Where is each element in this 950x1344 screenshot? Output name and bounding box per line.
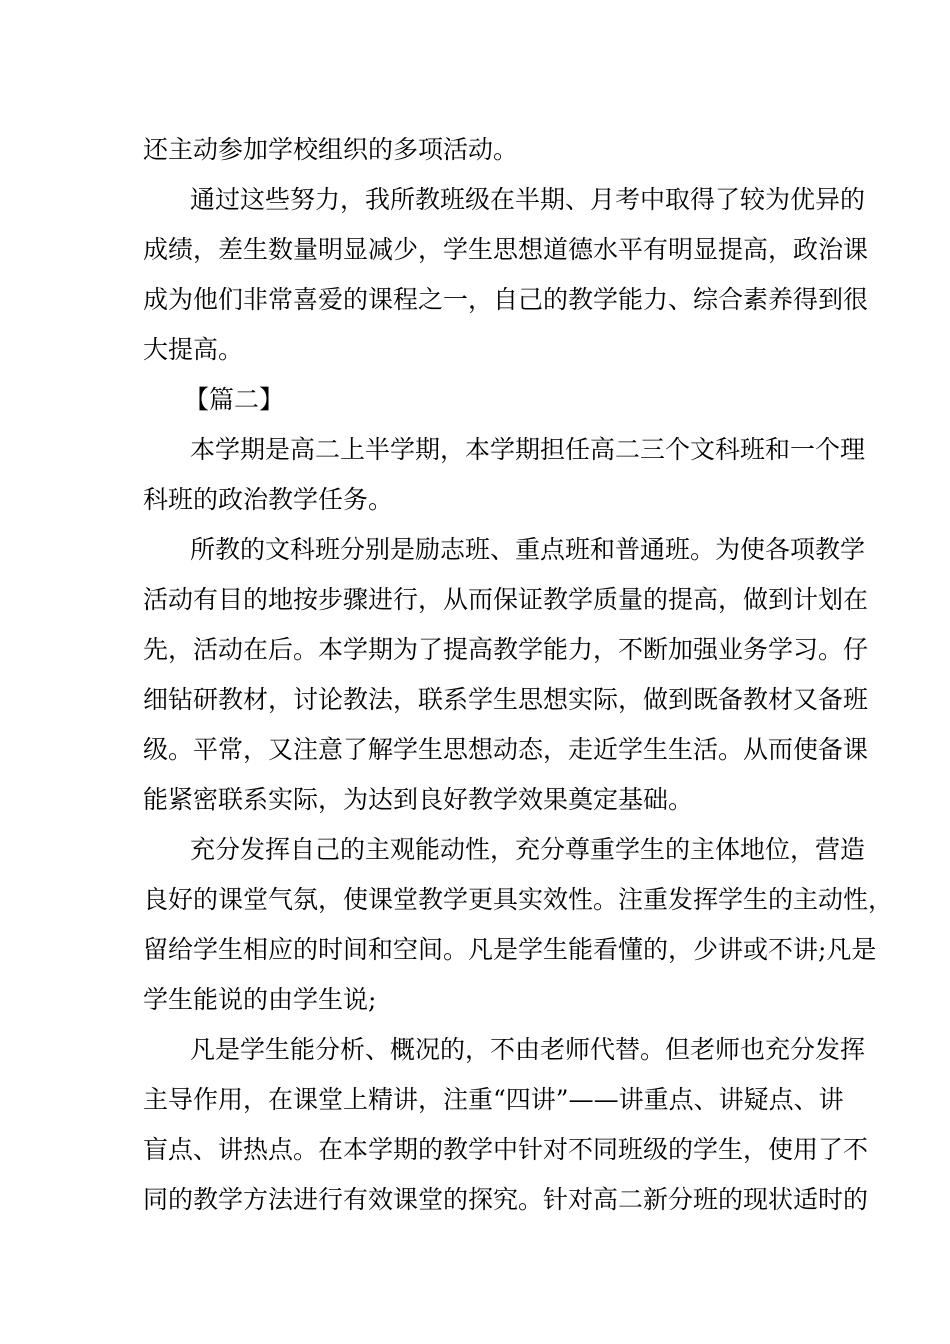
section-heading: 【篇二】 (184, 385, 285, 414)
text-line: 先，活动在后。本学期为了提高教学能力，不断加强业务学习。仔 (143, 635, 869, 664)
text-line: 通过这些努力，我所教班级在半期、月考中取得了较为优异的 (190, 185, 866, 214)
text-line: 同的教学方法进行有效课堂的探究。针对高二新分班的现状适时的 (143, 1185, 869, 1214)
text-line: 充分发挥自己的主观能动性，充分尊重学生的主体地位，营造 (190, 835, 866, 864)
text-line: 留给学生相应的时间和空间。凡是学生能看懂的，少讲或不讲;凡是 (143, 935, 877, 964)
text-line: 本学期是高二上半学期，本学期担任高二三个文科班和一个理 (190, 435, 866, 464)
text-line: 凡是学生能分析、概况的，不由老师代替。但老师也充分发挥 (190, 1035, 866, 1064)
text-line: 能紧密联系实际，为达到良好教学效果奠定基础。 (143, 785, 694, 814)
text-line: 学生能说的由学生说; (143, 985, 377, 1014)
text-line: 所教的文科班分别是励志班、重点班和普通班。为使各项教学 (190, 535, 866, 564)
text-line: 活动有目的地按步骤进行，从而保证教学质量的提高，做到计划在 (143, 585, 869, 614)
text-line: 科班的政治教学任务。 (143, 485, 394, 514)
text-line: 还主动参加学校组织的多项活动。 (143, 135, 519, 164)
text-line: 良好的课堂气氛，使课堂教学更具实效性。注重发挥学生的主动性， (143, 885, 894, 914)
text-line: 细钻研教材，讨论教法，联系学生思想实际，做到既备教材又备班 (143, 685, 869, 714)
text-line: 盲点、讲热点。在本学期的教学中针对不同班级的学生，使用了不 (143, 1135, 869, 1164)
text-line: 大提高。 (143, 335, 244, 364)
text-line: 级。平常，又注意了解学生思想动态，走近学生生活。从而使备课 (143, 735, 869, 764)
text-line: 成为他们非常喜爱的课程之一，自己的教学能力、综合素养得到很 (143, 285, 869, 314)
text-line: 成绩，差生数量明显减少，学生思想道德水平有明显提高，政治课 (143, 235, 869, 264)
text-line: 主导作用，在课堂上精讲，注重“四讲”——讲重点、讲疑点、讲 (143, 1085, 844, 1114)
